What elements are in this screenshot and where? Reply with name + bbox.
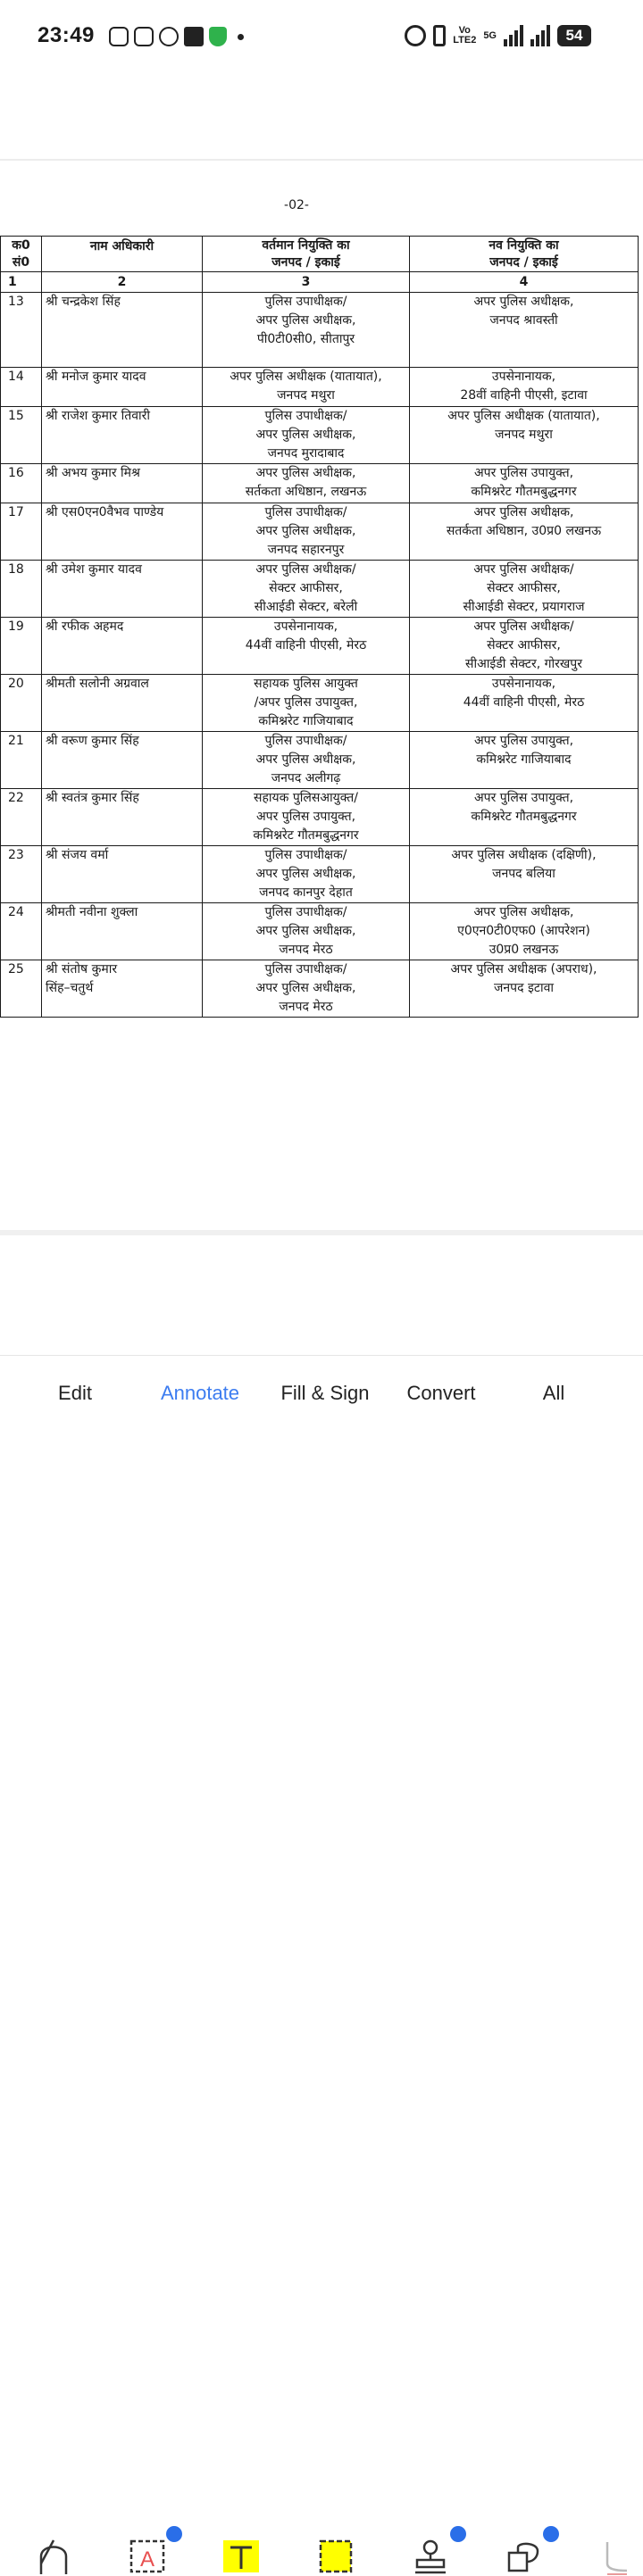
vibrate-icon — [433, 25, 446, 46]
table-row — [1, 846, 639, 903]
index-cell: 1 — [1, 272, 42, 293]
serial-cell: 19 — [1, 618, 42, 675]
pen-tool-icon[interactable] — [36, 2537, 75, 2576]
current-posting-cell-line: अपर पुलिस अधीक्षक/ — [255, 562, 356, 577]
eraser-tool-icon[interactable] — [604, 2537, 643, 2576]
svg-text:A: A — [139, 2547, 155, 2572]
column-index-row — [1, 272, 639, 293]
new-posting-cell — [410, 561, 639, 618]
serial-cell: 23 — [1, 846, 42, 903]
officer-name-cell — [42, 503, 203, 561]
tab-convert[interactable]: Convert — [406, 1382, 476, 1404]
serial-cell: 17 — [1, 503, 42, 561]
current-posting-cell-line: जनपद मेरठ — [279, 1000, 333, 1014]
new-posting-cell-line: कमिश्नरेट गाजियाबाद — [476, 752, 572, 767]
new-posting-cell — [410, 846, 639, 903]
current-posting-cell-line: अपर पुलिस अधीक्षक (यातायात), — [230, 370, 382, 384]
officer-name-cell-line: श्री चन्द्रकेश सिंह — [46, 295, 121, 309]
table-row — [1, 903, 639, 960]
index-cell: 2 — [42, 272, 203, 293]
stamp-tool-icon[interactable] — [413, 2537, 452, 2576]
current-posting-cell-line: कमिश्नरेट गौतमबुद्धनगर — [253, 828, 359, 843]
officer-name-cell — [42, 618, 203, 675]
new-posting-cell — [410, 618, 639, 675]
current-posting-cell-line: जनपद मेरठ — [279, 943, 333, 957]
officer-name-cell-line: श्री स्वतंत्र कुमार सिंह — [46, 791, 139, 805]
current-posting-cell — [203, 503, 410, 561]
officer-name-cell-line: श्री संतोष कुमार — [46, 962, 118, 976]
table-row — [1, 618, 639, 675]
tab-edit[interactable]: Edit — [58, 1382, 92, 1404]
new-posting-cell-line: जनपद मथुरा — [495, 428, 553, 442]
table-row — [1, 732, 639, 789]
tabs-separator — [0, 1355, 643, 1356]
page-number: -02- — [284, 198, 309, 212]
table-row — [1, 789, 639, 846]
officer-name-cell — [42, 561, 203, 618]
new-posting-cell-line: अपर पुलिस अधीक्षक, — [473, 905, 574, 919]
new-posting-cell-line: अपर पुलिस अधीक्षक/ — [473, 619, 574, 634]
new-posting-cell — [410, 732, 639, 789]
new-posting-cell-line: अपर पुलिस अधीक्षक (अपराध), — [450, 962, 597, 976]
new-posting-cell-line: उपसेनानायक, — [491, 677, 556, 691]
new-posting-cell-line: अपर पुलिस अधीक्षक (यातायात), — [447, 409, 600, 423]
officer-name-cell-line: श्री राजेश कुमार तिवारी — [46, 409, 150, 423]
serial-cell: 24 — [1, 903, 42, 960]
serial-cell: 20 — [1, 675, 42, 732]
premium-badge-icon — [450, 2526, 466, 2542]
current-posting-cell-line: पुलिस उपाधीक्षक/ — [264, 734, 347, 748]
current-posting-cell-line: कमिश्नरेट गाजियाबाद — [258, 714, 354, 728]
alarm-icon — [405, 25, 426, 46]
current-posting-cell-line: अपर पुलिस अधीक्षक, — [255, 981, 356, 995]
signal-icon-2 — [530, 25, 550, 46]
clock: 23:49 — [38, 23, 95, 47]
bottom-separator — [0, 1230, 643, 1235]
current-posting-cell-line: /अपर पुलिस उपायुक्त, — [254, 695, 358, 710]
shape-tool-icon[interactable] — [505, 2537, 545, 2576]
new-posting-cell-line: सेक्टर आफीसर, — [487, 638, 561, 652]
table-row — [1, 293, 639, 368]
officer-name-cell-line: श्री रफीक अहमद — [46, 619, 124, 634]
current-posting-cell-line: जनपद अलीगढ़ — [271, 771, 341, 785]
officer-name-cell-line: श्रीमती नवीना शुक्ला — [46, 905, 138, 919]
premium-badge-icon — [166, 2526, 182, 2542]
table-row — [1, 675, 639, 732]
new-posting-cell-line: अपर पुलिस उपायुक्त, — [473, 791, 574, 805]
network-type: 5G — [483, 30, 497, 41]
header-name: नाम अधिकारी — [42, 237, 203, 272]
tab-fill-sign[interactable]: Fill & Sign — [280, 1382, 370, 1404]
new-posting-cell-line: सीआईडी सेक्टर, गोरखपुर — [465, 657, 582, 671]
serial-cell: 25 — [1, 960, 42, 1018]
officer-name-cell — [42, 293, 203, 368]
current-posting-cell — [203, 407, 410, 464]
table-row — [1, 407, 639, 464]
new-posting-cell-line: अपर पुलिस उपायुक्त, — [473, 734, 574, 748]
new-posting-cell-line: उ0प्र0 लखनऊ — [489, 943, 559, 957]
new-posting-cell-line: सेक्टर आफीसर, — [487, 581, 561, 595]
current-posting-cell — [203, 561, 410, 618]
new-posting-cell — [410, 960, 639, 1018]
index-cell: 4 — [410, 272, 639, 293]
officer-name-cell-line: श्री एस0एन0वैभव पाण्डेय — [46, 505, 164, 519]
current-posting-cell — [203, 293, 410, 368]
battery-icon: 54 — [557, 25, 591, 46]
new-posting-cell — [410, 789, 639, 846]
new-posting-cell — [410, 675, 639, 732]
current-posting-cell — [203, 903, 410, 960]
current-posting-cell-line: जनपद मथुरा — [277, 388, 335, 403]
current-posting-cell-line: अपर पुलिस अधीक्षक, — [255, 524, 356, 538]
serial-cell: 22 — [1, 789, 42, 846]
officer-name-cell-line: सिंह–चतुर्थ — [46, 981, 94, 995]
index-cell: 3 — [203, 272, 410, 293]
current-posting-cell-line: जनपद कानपुर देहात — [259, 885, 353, 900]
current-posting-cell-line: जनपद सहारनपुर — [267, 543, 345, 557]
area-highlight-tool-icon[interactable] — [318, 2537, 357, 2576]
current-posting-cell — [203, 368, 410, 407]
tab-all[interactable]: All — [542, 1382, 565, 1404]
new-posting-cell-line: अपर पुलिस अधीक्षक, — [473, 295, 574, 309]
new-posting-cell-line: अपर पुलिस अधीक्षक, — [473, 505, 574, 519]
officer-name-cell-line: श्री मनोज कुमार यादव — [46, 370, 146, 384]
officer-transfer-table — [0, 236, 639, 1018]
new-posting-cell-line: सतर्कता अधिष्ठान, उ0प्र0 लखनऊ — [446, 524, 602, 538]
current-posting-cell — [203, 618, 410, 675]
volte-icon — [453, 26, 476, 46]
current-posting-cell-line: पुलिस उपाधीक्षक/ — [264, 409, 347, 423]
current-posting-cell-line: पुलिस उपाधीक्षक/ — [264, 962, 347, 976]
new-posting-cell — [410, 903, 639, 960]
officer-name-cell — [42, 407, 203, 464]
highlight-tool-icon[interactable] — [223, 2537, 263, 2576]
more-notifications-icon — [238, 34, 244, 40]
officer-name-cell-line: श्रीमती सलोनी अग्रवाल — [46, 677, 149, 691]
header-current-posting — [203, 237, 410, 272]
facebook-icon — [159, 27, 179, 46]
text-box-tool-icon[interactable] — [129, 2537, 168, 2576]
lte-label: LTE2 — [453, 35, 477, 46]
current-posting-cell-line: जनपद मुरादाबाद — [267, 446, 345, 461]
officer-name-cell — [42, 675, 203, 732]
officer-name-cell-line: श्री अभय कुमार मिश्र — [46, 466, 140, 480]
header-serial-line2: सं0 — [12, 254, 30, 270]
current-posting-cell — [203, 789, 410, 846]
officer-name-cell — [42, 789, 203, 846]
current-posting-cell-line: अपर पुलिस अधीक्षक, — [255, 752, 356, 767]
current-posting-cell-line: अपर पुलिस अधीक्षक, — [255, 867, 356, 881]
officer-name-cell — [42, 368, 203, 407]
new-posting-cell — [410, 407, 639, 464]
table-row — [1, 960, 639, 1018]
new-posting-cell-line: अपर पुलिस अधीक्षक/ — [473, 562, 574, 577]
signal-icon — [504, 25, 523, 46]
viewer-toolbar — [0, 80, 643, 152]
new-posting-cell — [410, 293, 639, 368]
officer-name-cell-line: श्री संजय वर्मा — [46, 848, 109, 862]
current-posting-cell-line: सहायक पुलिस आयुक्त — [254, 677, 358, 691]
volte-label: Vo — [458, 25, 471, 36]
serial-cell: 21 — [1, 732, 42, 789]
current-posting-cell — [203, 960, 410, 1018]
current-posting-cell-line: अपर पुलिस उपायुक्त, — [255, 810, 356, 824]
header-new-line2: जनपद / इकाई — [489, 254, 558, 270]
new-posting-cell-line: 28वीं वाहिनी पीएसी, इटावा — [460, 388, 588, 403]
current-posting-cell-line: पुलिस उपाधीक्षक/ — [264, 905, 347, 919]
notification-icons — [109, 27, 244, 46]
officer-name-cell — [42, 903, 203, 960]
current-posting-cell-line: सर्तकता अधिष्ठान, लखनऊ — [245, 485, 367, 499]
officer-name-cell — [42, 732, 203, 789]
serial-cell: 18 — [1, 561, 42, 618]
current-posting-cell-line: अपर पुलिस अधीक्षक, — [255, 466, 356, 480]
table-row — [1, 561, 639, 618]
header-serial-line1: क0 — [12, 237, 30, 253]
header-current-line2: जनपद / इकाई — [271, 254, 340, 270]
current-posting-cell-line: अपर पुलिस अधीक्षक, — [255, 924, 356, 938]
current-posting-cell-line: पी0टी0सी0, सीतापुर — [256, 332, 355, 346]
table-row — [1, 503, 639, 561]
new-posting-cell-line: कमिश्नरेट गौतमबुद्धनगर — [471, 810, 577, 824]
current-posting-cell — [203, 732, 410, 789]
serial-cell: 15 — [1, 407, 42, 464]
new-posting-cell-line: जनपद श्रावस्ती — [489, 313, 558, 328]
new-posting-cell-line: सीआईडी सेक्टर, प्रयागराज — [463, 600, 585, 614]
status-bar — [0, 0, 643, 73]
table-row — [1, 368, 639, 407]
officer-name-cell — [42, 960, 203, 1018]
current-posting-cell-line: पुलिस उपाधीक्षक/ — [264, 505, 347, 519]
current-posting-cell — [203, 464, 410, 503]
current-posting-cell-line: अपर पुलिस अधीक्षक, — [255, 313, 356, 328]
current-posting-cell-line: सीआईडी सेक्टर, बरेली — [254, 600, 358, 614]
officer-name-cell-line: श्री वरूण कुमार सिंह — [46, 734, 139, 748]
new-posting-cell-line: कमिश्नरेट गौतमबुद्धनगर — [471, 485, 577, 499]
shield-icon — [209, 27, 227, 46]
serial-cell: 14 — [1, 368, 42, 407]
current-posting-cell-line: पुलिस उपाधीक्षक/ — [264, 295, 347, 309]
header-current-line1: वर्तमान नियुक्ति का — [262, 237, 350, 253]
premium-badge-icon — [543, 2526, 559, 2542]
officer-name-cell — [42, 464, 203, 503]
header-new-posting — [410, 237, 639, 272]
current-posting-cell-line: 44वीं वाहिनी पीएसी, मेरठ — [245, 638, 367, 652]
new-posting-cell-line: अपर पुलिस अधीक्षक (दक्षिणी), — [451, 848, 597, 862]
tab-annotate[interactable]: Annotate — [160, 1382, 240, 1404]
new-posting-cell-line: अपर पुलिस उपायुक्त, — [473, 466, 574, 480]
serial-cell: 13 — [1, 293, 42, 368]
table-row — [1, 464, 639, 503]
new-posting-cell-line: जनपद बलिया — [492, 867, 555, 881]
current-posting-cell — [203, 675, 410, 732]
instagram-icon — [134, 27, 154, 46]
current-posting-cell-line: पुलिस उपाधीक्षक/ — [264, 848, 347, 862]
serial-cell: 16 — [1, 464, 42, 503]
new-posting-cell-line: ए0एन0टी0एफ0 (आपरेशन) — [457, 924, 590, 938]
new-posting-cell — [410, 503, 639, 561]
current-posting-cell-line: उपसेनानायक, — [273, 619, 338, 634]
current-posting-cell-line: सेक्टर आफीसर, — [269, 581, 343, 595]
facebook-lite-icon — [184, 27, 204, 46]
header-serial — [1, 237, 42, 272]
current-posting-cell-line: अपर पुलिस अधीक्षक, — [255, 428, 356, 442]
system-icons — [405, 25, 591, 46]
new-posting-cell-line: उपसेनानायक, — [491, 370, 556, 384]
officer-name-cell-line: श्री उमेश कुमार यादव — [46, 562, 142, 577]
new-posting-cell-line: जनपद इटावा — [494, 981, 554, 995]
new-posting-cell — [410, 368, 639, 407]
current-posting-cell — [203, 846, 410, 903]
current-posting-cell-line: सहायक पुलिसआयुक्त/ — [253, 791, 358, 805]
new-posting-cell-line: 44वीं वाहिनी पीएसी, मेरठ — [463, 695, 585, 710]
instagram-icon — [109, 27, 129, 46]
officer-name-cell — [42, 846, 203, 903]
new-posting-cell — [410, 464, 639, 503]
header-new-line1: नव नियुक्ति का — [489, 237, 559, 253]
